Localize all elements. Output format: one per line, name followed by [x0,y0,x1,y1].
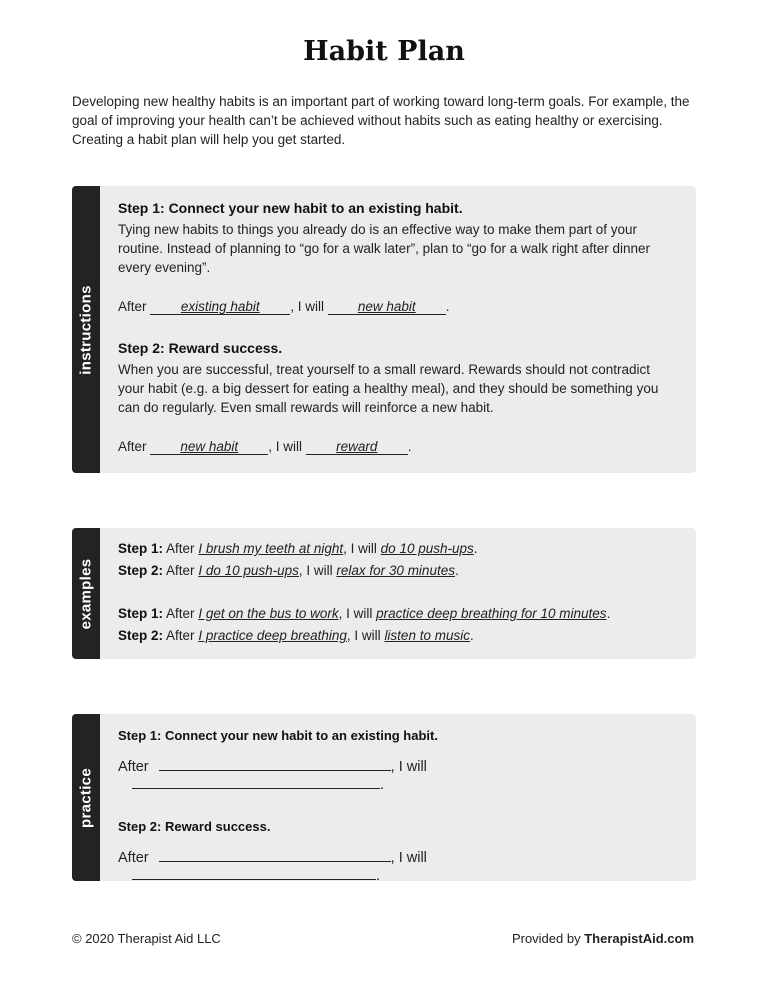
practice-step1-row [118,757,676,793]
practice-section [72,714,696,881]
i-will-label: , I will [290,299,325,314]
step2-text: When you are successful, treat yourself to a small reward. Rewards should not contradict your habit (e.g. a big dessert for eating a healthy meal), and they should be something you can do regularly. Even small rewards will reinforce a new habit. [118,362,659,415]
copyright: © 2020 Therapist Aid LLC [72,931,221,946]
reward-input[interactable] [132,866,376,880]
period: . [606,606,611,621]
after-label: After [166,541,195,556]
i-will-label: , I will [343,541,377,556]
after-label: After [118,299,147,314]
new-habit: relax for 30 minutes [336,563,455,578]
i-will-label: , I will [268,439,303,454]
existing-habit: I practice deep breathing [198,628,347,643]
examples-section [72,528,696,659]
intro-text: Developing new healthy habits is an important part of working toward long-term goals. For example, the goal of improving your health can’t be achieved without habits such as eating healthy or exercising. Creating a habit plan will help you get started. [72,94,690,147]
habit-input[interactable] [159,848,391,862]
examples-tab [72,528,100,659]
provided-by-label: Provided by [511,931,585,946]
provided-by [512,931,694,946]
page-title: Habit Plan [303,36,465,67]
after-label: After [118,759,149,775]
period: . [469,628,474,643]
example-row [118,625,676,647]
tab-label: instructions [77,284,95,375]
period: . [407,439,412,454]
step-label: Step 1: [118,606,164,621]
instructions-tab [72,186,100,473]
after-label: After [166,628,195,643]
step1-heading: Step 1: Connect your new habit to an existing habit. [118,200,463,216]
step-label: Step 1: [118,541,164,556]
existing-habit: I get on the bus to work [198,606,339,621]
step-label: Step 2: [118,628,164,643]
i-will-label: , I will [390,850,427,866]
period: . [376,868,381,881]
example-row [118,560,676,582]
tab-label: practice [77,767,95,828]
i-will-label: , I will [338,606,373,621]
step1-text: Tying new habits to things you already do is an effective way to make them part of your routine. Instead of planning to “go for a walk later”, plan to “go for a walk right after dinner every evening”. [118,222,651,275]
practice-tab [72,714,100,881]
after-label: After [166,606,195,621]
existing-habit: I brush my teeth at night [198,541,344,556]
new-habit-placeholder: new habit [357,299,416,314]
new-habit-placeholder: new habit [180,439,239,454]
existing-habit: I do 10 push-ups [198,563,299,578]
i-will-label: , I will [298,563,333,578]
after-label: After [118,850,149,866]
new-habit: listen to music [384,628,470,643]
period: . [380,777,385,793]
instructions-section [72,186,696,473]
i-will-label: , I will [346,628,381,643]
existing-habit-input[interactable] [159,757,391,771]
tab-label: examples [77,558,95,629]
step2-template [118,437,676,456]
brand-link[interactable]: TherapistAid.com [584,931,694,946]
new-habit: do 10 push-ups [380,541,474,556]
step2-heading: Step 2: Reward success. [118,340,283,356]
period: . [454,563,459,578]
example-row [118,538,676,560]
practice-step2-heading: Step 2: Reward success. [118,819,271,834]
i-will-label: , I will [390,759,427,775]
step1-template [118,297,676,316]
after-label: After [118,439,147,454]
practice-step2-row [118,848,676,881]
period: . [445,299,450,314]
example-row [118,603,676,625]
reward-placeholder: reward [336,439,378,454]
period: . [473,541,478,556]
new-habit-input[interactable] [132,775,380,789]
new-habit: practice deep breathing for 10 minutes [376,606,607,621]
practice-step1-heading: Step 1: Connect your new habit to an existing habit. [118,728,438,743]
after-label: After [166,563,195,578]
existing-habit-placeholder: existing habit [180,299,260,314]
step-label: Step 2: [118,563,164,578]
